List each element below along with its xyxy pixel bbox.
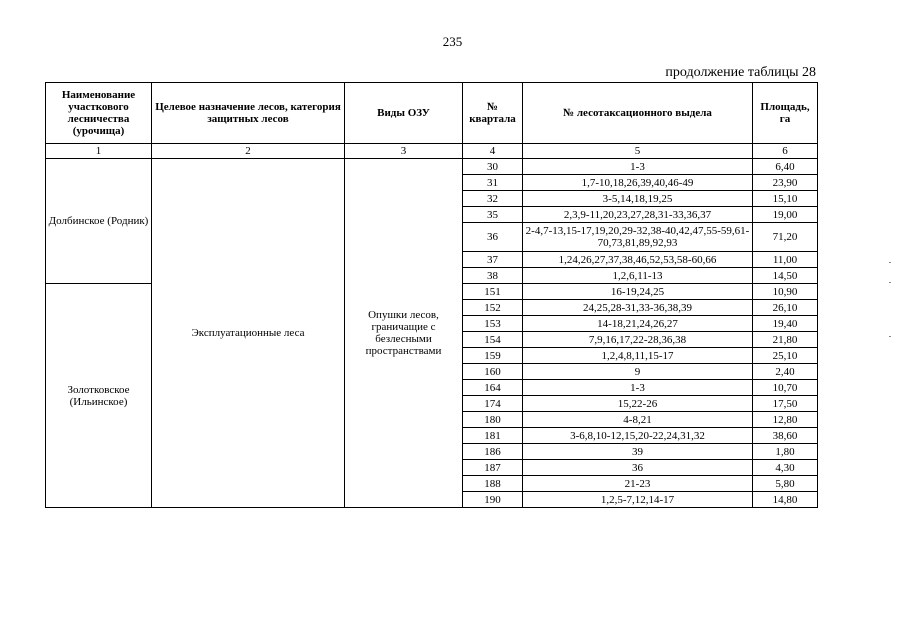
vydel-cell: 1,2,5-7,12,14-17 [523, 492, 753, 508]
quarter-cell: 187 [463, 460, 523, 476]
quarter-cell: 181 [463, 428, 523, 444]
vydel-cell: 9 [523, 364, 753, 380]
column-number: 4 [463, 144, 523, 159]
header-vydel: № лесотаксационного выдела [523, 83, 753, 144]
forest-table [45, 82, 818, 508]
area-cell: 14,50 [753, 268, 818, 284]
column-number: 3 [345, 144, 463, 159]
area-cell: 12,80 [753, 412, 818, 428]
header-area: Площадь, га [753, 83, 818, 144]
area-cell: 11,00 [753, 252, 818, 268]
forestry-dolbinskoe: Долбинское (Родник) [46, 159, 152, 284]
vydel-cell: 16-19,24,25 [523, 284, 753, 300]
column-number: 2 [152, 144, 345, 159]
quarter-cell: 153 [463, 316, 523, 332]
vydel-cell: 2,3,9-11,20,23,27,28,31-33,36,37 [523, 207, 753, 223]
scan-speck [889, 282, 891, 283]
vydel-cell: 7,9,16,17,22-28,36,38 [523, 332, 753, 348]
scan-speck [889, 262, 891, 263]
area-cell: 4,30 [753, 460, 818, 476]
quarter-cell: 190 [463, 492, 523, 508]
quarter-cell: 35 [463, 207, 523, 223]
quarter-cell: 159 [463, 348, 523, 364]
column-number: 1 [46, 144, 152, 159]
quarter-cell: 38 [463, 268, 523, 284]
header-purpose: Целевое назначение лесов, категория защитных лесов [152, 83, 345, 144]
area-cell: 10,90 [753, 284, 818, 300]
vydel-cell: 15,22-26 [523, 396, 753, 412]
area-cell: 15,10 [753, 191, 818, 207]
quarter-cell: 174 [463, 396, 523, 412]
vydel-cell: 1-3 [523, 380, 753, 396]
area-cell: 14,80 [753, 492, 818, 508]
area-cell: 23,90 [753, 175, 818, 191]
area-cell: 26,10 [753, 300, 818, 316]
vydel-cell: 21-23 [523, 476, 753, 492]
quarter-cell: 30 [463, 159, 523, 175]
ozu-type-cell: Опушки лесов, граничащие с безлесными пространствами [345, 159, 463, 508]
vydel-cell: 2-4,7-13,15-17,19,20,29-32,38-40,42,47,55-59,61-70,73,81,89,92,93 [523, 223, 753, 252]
quarter-cell: 31 [463, 175, 523, 191]
quarter-cell: 152 [463, 300, 523, 316]
page-number: 235 [442, 34, 463, 49]
area-cell: 2,40 [753, 364, 818, 380]
forestry-zolotkovskoe: Золотковское (Ильинское) [46, 284, 152, 508]
quarter-cell: 160 [463, 364, 523, 380]
area-cell: 1,80 [753, 444, 818, 460]
area-cell: 5,80 [753, 476, 818, 492]
area-cell: 21,80 [753, 332, 818, 348]
quarter-cell: 188 [463, 476, 523, 492]
vydel-cell: 1-3 [523, 159, 753, 175]
vydel-cell: 1,2,6,11-13 [523, 268, 753, 284]
vydel-cell: 3-6,8,10-12,15,20-22,24,31,32 [523, 428, 753, 444]
vydel-cell: 39 [523, 444, 753, 460]
table-caption: продолжение таблицы 28 [665, 65, 816, 80]
vydel-cell: 4-8,21 [523, 412, 753, 428]
vydel-cell: 24,25,28-31,33-36,38,39 [523, 300, 753, 316]
area-cell: 19,40 [753, 316, 818, 332]
area-cell: 25,10 [753, 348, 818, 364]
scan-speck [889, 336, 891, 337]
area-cell: 19,00 [753, 207, 818, 223]
purpose-cell: Эксплуатационные леса [152, 159, 345, 508]
quarter-cell: 151 [463, 284, 523, 300]
column-number: 5 [523, 144, 753, 159]
area-cell: 71,20 [753, 223, 818, 252]
vydel-cell: 1,2,4,8,11,15-17 [523, 348, 753, 364]
column-number: 6 [753, 144, 818, 159]
header-forestry: Наименование участкового лесничества (урочища) [46, 83, 152, 144]
quarter-cell: 180 [463, 412, 523, 428]
vydel-cell: 1,7-10,18,26,39,40,46-49 [523, 175, 753, 191]
quarter-cell: 164 [463, 380, 523, 396]
vydel-cell: 14-18,21,24,26,27 [523, 316, 753, 332]
quarter-cell: 37 [463, 252, 523, 268]
vydel-cell: 1,24,26,27,37,38,46,52,53,58-60,66 [523, 252, 753, 268]
vydel-cell: 3-5,14,18,19,25 [523, 191, 753, 207]
quarter-cell: 32 [463, 191, 523, 207]
quarter-cell: 154 [463, 332, 523, 348]
area-cell: 10,70 [753, 380, 818, 396]
area-cell: 6,40 [753, 159, 818, 175]
quarter-cell: 186 [463, 444, 523, 460]
header-ozu-type: Виды ОЗУ [345, 83, 463, 144]
area-cell: 17,50 [753, 396, 818, 412]
header-quarter: № квартала [463, 83, 523, 144]
quarter-cell: 36 [463, 223, 523, 252]
vydel-cell: 36 [523, 460, 753, 476]
area-cell: 38,60 [753, 428, 818, 444]
